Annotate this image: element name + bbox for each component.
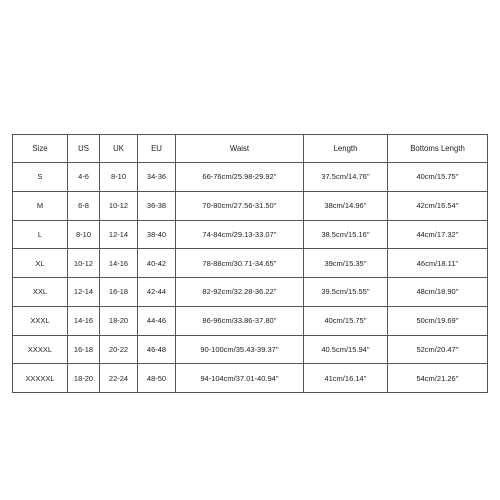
cell-bottoms-length: 42cm/16.54'' [388, 191, 488, 220]
cell-eu: 36-38 [138, 191, 176, 220]
cell-eu: 46-48 [138, 335, 176, 364]
cell-eu: 40-42 [138, 249, 176, 278]
cell-uk: 16-18 [100, 278, 138, 307]
cell-length: 39.5cm/15.55'' [304, 278, 388, 307]
cell-eu: 44-46 [138, 306, 176, 335]
cell-length: 40cm/15.75'' [304, 306, 388, 335]
cell-uk: 8-10 [100, 163, 138, 192]
cell-bottoms-length: 50cm/19.69'' [388, 306, 488, 335]
table-row [13, 335, 488, 364]
size-chart-header-row [13, 135, 488, 163]
cell-bottoms-length: 44cm/17.32'' [388, 220, 488, 249]
cell-eu: 38-40 [138, 220, 176, 249]
cell-length: 38.5cm/15.16'' [304, 220, 388, 249]
cell-length: 40.5cm/15.94'' [304, 335, 388, 364]
cell-uk: 22-24 [100, 364, 138, 393]
cell-waist: 66-76cm/25.98-29.92'' [176, 163, 304, 192]
cell-uk: 12-14 [100, 220, 138, 249]
cell-uk: 18-20 [100, 306, 138, 335]
cell-us: 4-6 [68, 163, 100, 192]
cell-uk: 10-12 [100, 191, 138, 220]
cell-us: 8-10 [68, 220, 100, 249]
cell-size: XXXL [13, 306, 68, 335]
table-row [13, 220, 488, 249]
cell-bottoms-length: 54cm/21.26'' [388, 364, 488, 393]
cell-waist: 86-96cm/33.86-37.80'' [176, 306, 304, 335]
cell-waist: 78-88cm/30.71-34.65'' [176, 249, 304, 278]
cell-length: 41cm/16.14'' [304, 364, 388, 393]
cell-waist: 90-100cm/35.43-39.37'' [176, 335, 304, 364]
cell-length: 38cm/14.96'' [304, 191, 388, 220]
cell-us: 10-12 [68, 249, 100, 278]
cell-bottoms-length: 52cm/20.47'' [388, 335, 488, 364]
cell-waist: 74-84cm/29.13-33.07'' [176, 220, 304, 249]
cell-bottoms-length: 40cm/15.75'' [388, 163, 488, 192]
cell-length: 37.5cm/14.76'' [304, 163, 388, 192]
cell-eu: 48-50 [138, 364, 176, 393]
column-header-us: US [68, 135, 100, 163]
table-row [13, 364, 488, 393]
cell-bottoms-length: 46cm/18.11'' [388, 249, 488, 278]
cell-size: S [13, 163, 68, 192]
cell-eu: 42-44 [138, 278, 176, 307]
cell-us: 14-16 [68, 306, 100, 335]
cell-length: 39cm/15.35'' [304, 249, 388, 278]
cell-uk: 14-16 [100, 249, 138, 278]
column-header-size: Size [13, 135, 68, 163]
cell-size: XXXXXL [13, 364, 68, 393]
cell-uk: 20-22 [100, 335, 138, 364]
cell-size: XXXXL [13, 335, 68, 364]
cell-us: 12-14 [68, 278, 100, 307]
column-header-length: Length [304, 135, 388, 163]
cell-waist: 94-104cm/37.01-40.94'' [176, 364, 304, 393]
table-row [13, 191, 488, 220]
column-header-uk: UK [100, 135, 138, 163]
table-row [13, 249, 488, 278]
size-chart-body [13, 163, 488, 393]
size-chart-table [12, 134, 488, 393]
table-row [13, 278, 488, 307]
column-header-eu: EU [138, 135, 176, 163]
cell-bottoms-length: 48cm/18.90'' [388, 278, 488, 307]
column-header-waist: Waist [176, 135, 304, 163]
table-row [13, 163, 488, 192]
cell-eu: 34-36 [138, 163, 176, 192]
cell-waist: 82-92cm/32.28-36.22'' [176, 278, 304, 307]
cell-size: M [13, 191, 68, 220]
table-row [13, 306, 488, 335]
cell-us: 18-20 [68, 364, 100, 393]
column-header-bottoms-length: Bottoms Length [388, 135, 488, 163]
cell-size: XXL [13, 278, 68, 307]
cell-size: XL [13, 249, 68, 278]
cell-us: 16-18 [68, 335, 100, 364]
cell-waist: 70-80cm/27.56-31.50'' [176, 191, 304, 220]
cell-us: 6-8 [68, 191, 100, 220]
cell-size: L [13, 220, 68, 249]
